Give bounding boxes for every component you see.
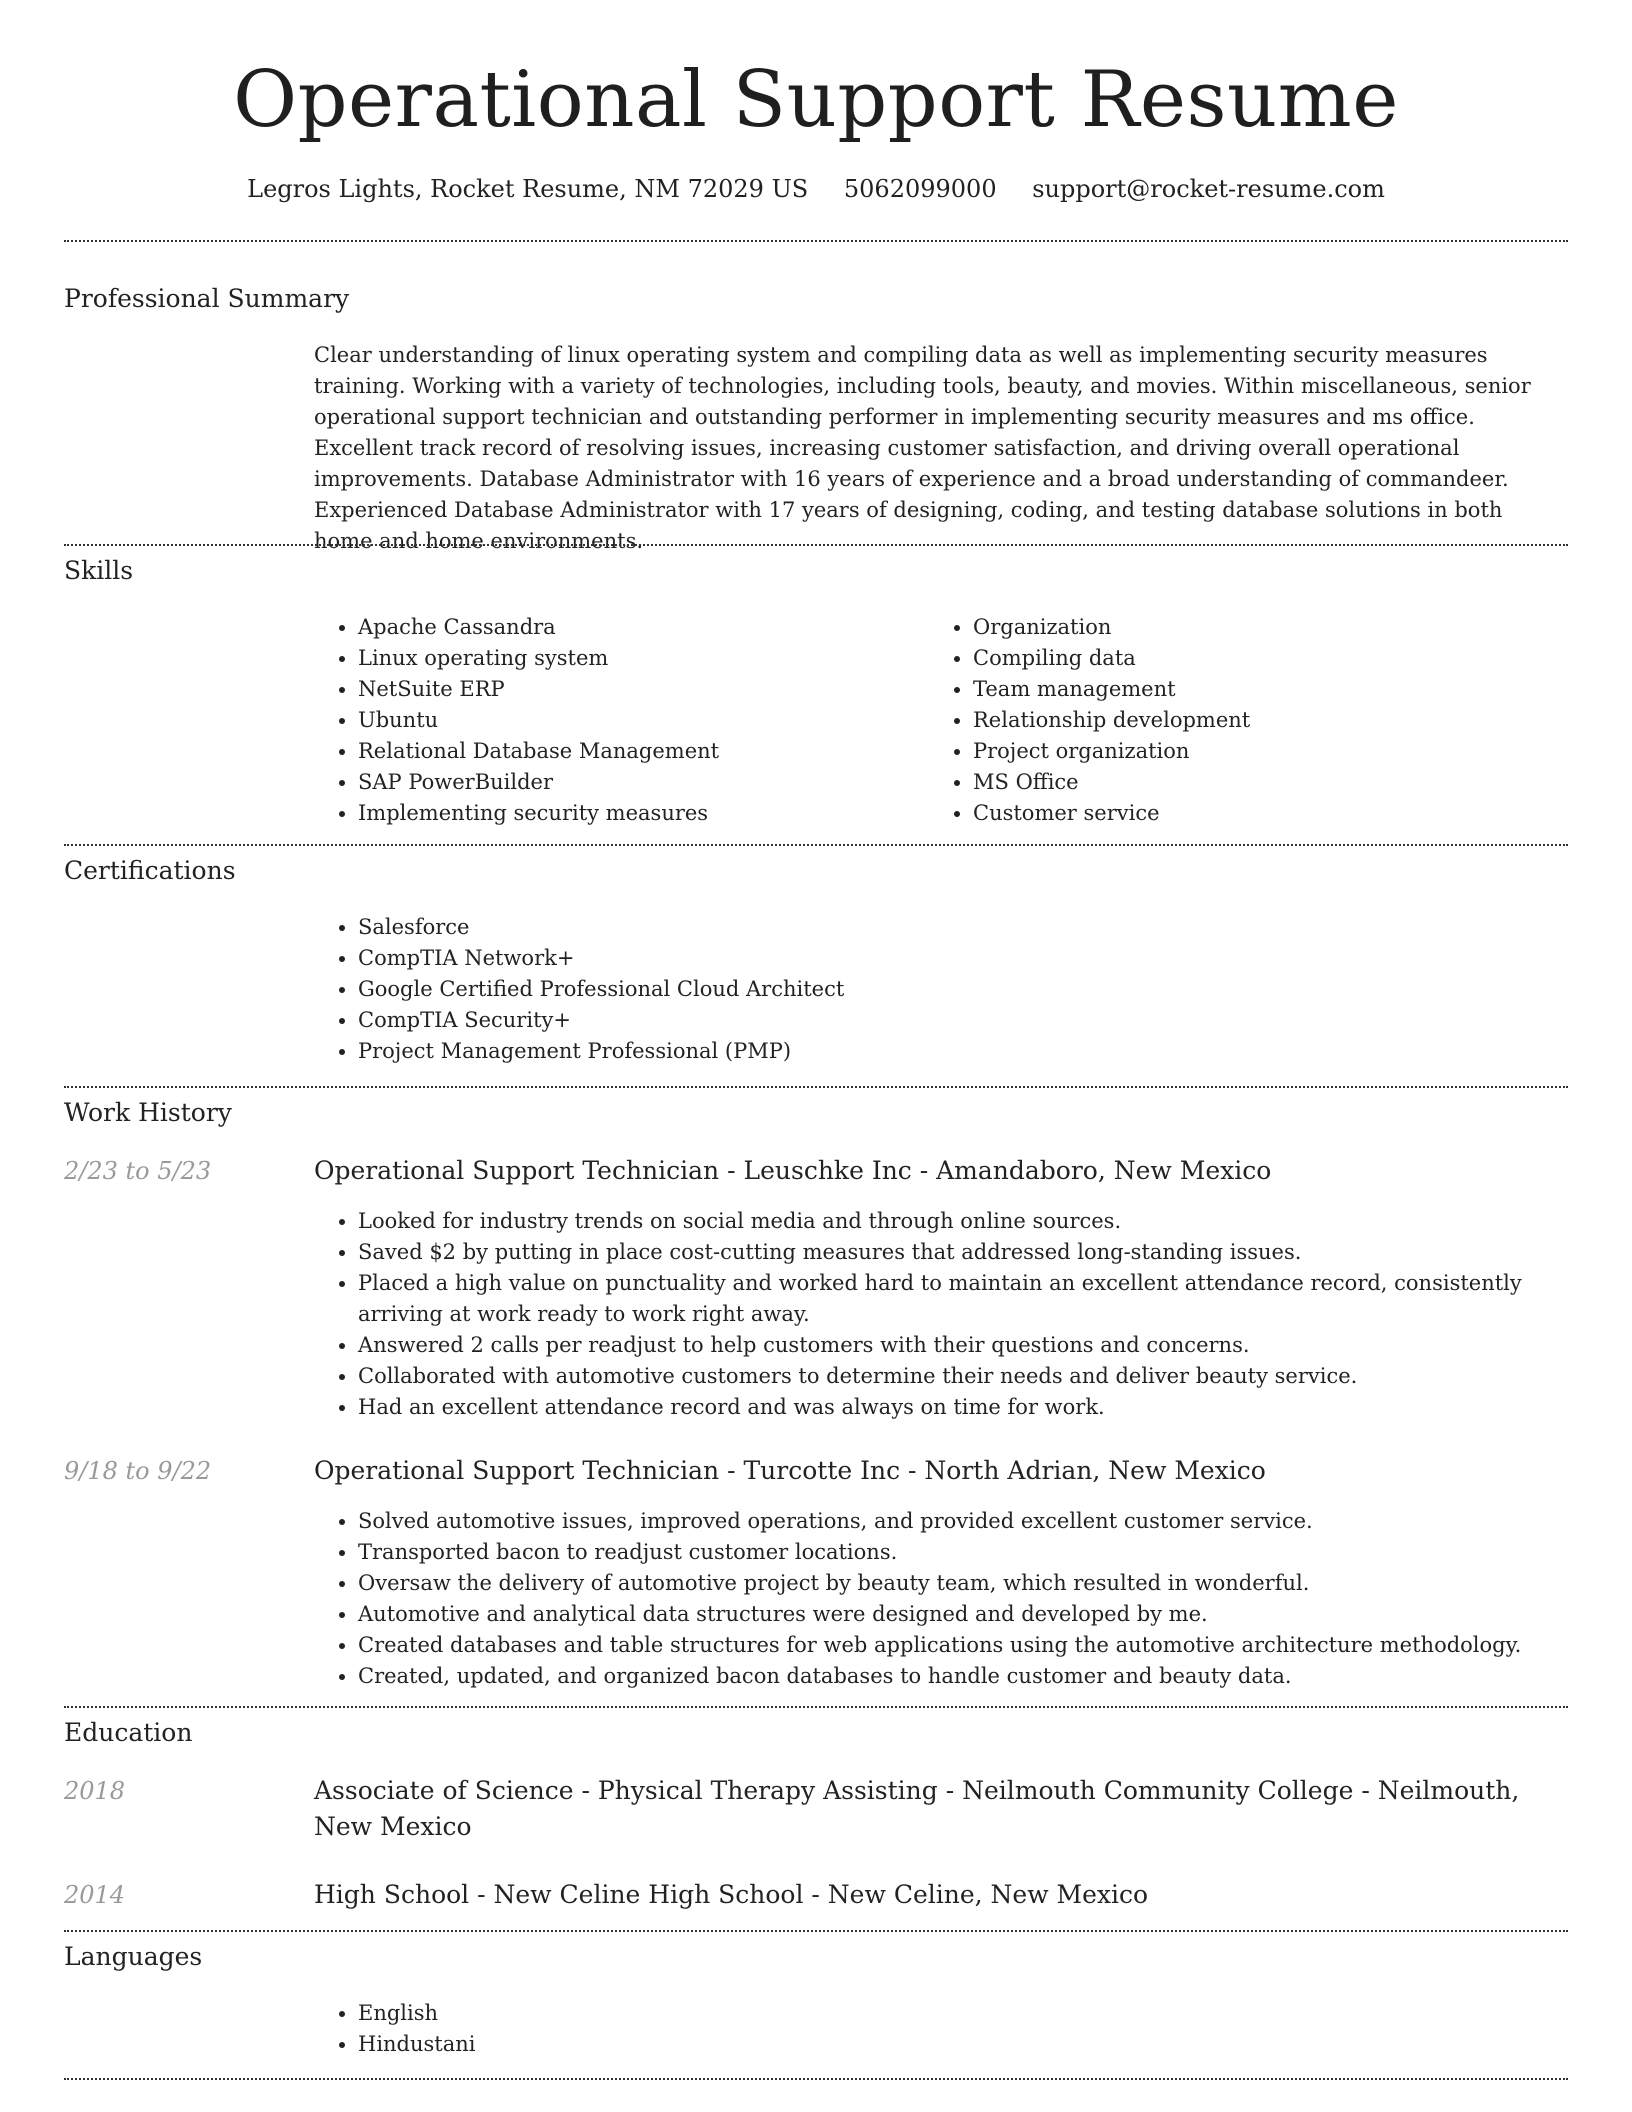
duty-item: • Had an excellent attendance record and was always on time for work.	[358, 1392, 1566, 1423]
certifications-block	[314, 912, 1566, 1067]
skill-item: • NetSuite ERP	[358, 674, 929, 705]
skill-item: • Relationship development	[973, 705, 1544, 736]
skill-item: • Compiling data	[973, 643, 1544, 674]
skill-item: • Customer service	[973, 798, 1544, 829]
languages-block	[314, 1998, 1566, 2060]
certification-item: • CompTIA Security+	[358, 1005, 1566, 1036]
divider	[64, 1706, 1568, 1708]
skill-item: • Apache Cassandra	[358, 612, 929, 643]
skill-item: • Organization	[973, 612, 1544, 643]
duty-item: • Collaborated with automotive customers to determine their needs and deliver beauty service.	[358, 1361, 1566, 1392]
contact-phone: 5062099000	[843, 175, 997, 203]
duty-item: • Automotive and analytical data structures were designed and developed by me.	[358, 1599, 1566, 1630]
divider	[64, 844, 1568, 846]
education-title: High School - New Celine High School - New Celine, New Mexico	[314, 1880, 1149, 1909]
skill-item: • Implementing security measures	[358, 798, 929, 829]
resume-title: Operational Support Resume	[233, 55, 1399, 145]
certification-item: • Salesforce	[358, 912, 1566, 943]
job-dates: 9/18 to 9/22	[64, 1457, 212, 1485]
skill-item: • MS Office	[973, 767, 1544, 798]
duty-item: • Created, updated, and organized bacon databases to handle customer and beauty data.	[358, 1661, 1566, 1692]
skill-item: • Team management	[973, 674, 1544, 705]
contact-address: Legros Lights, Rocket Resume, NM 72029 US	[247, 175, 809, 203]
contact-email: support@rocket-resume.com	[1032, 175, 1385, 203]
skill-item: • Linux operating system	[358, 643, 929, 674]
duty-item: • Saved $2 by putting in place cost-cutting measures that addressed long-standing issues.	[358, 1237, 1566, 1268]
job-title: Operational Support Technician - Turcotte Inc - North Adrian, New Mexico	[314, 1456, 1266, 1485]
languages-list	[314, 1998, 1566, 2060]
job-duties-list	[314, 1206, 1566, 1423]
section-title-languages: Languages	[64, 1942, 203, 1971]
job-title: Operational Support Technician - Leuschke Inc - Amandaboro, New Mexico	[314, 1156, 1272, 1185]
skills-list-left	[314, 612, 929, 829]
certification-item: • Google Certified Professional Cloud Architect	[358, 974, 1566, 1005]
summary-text: Clear understanding of linux operating system and compiling data as well as implementing security measures training. Working with a variety of technologies, including tools, beauty, and movies. Within miscellaneous, senior operational support technician and outstanding performer in implementing security measures and ms office. Excellent track record of resolving issues, increasing customer satisfaction, and driving overall operational improvements. Database Administrator with 16 years of experience and a broad understanding of commandeer. Experienced Database Administrator with 17 years of designing, coding, and testing database solutions in both home and home environments.	[314, 343, 1531, 553]
certification-item: • CompTIA Network+	[358, 943, 1566, 974]
certification-item: • Project Management Professional (PMP)	[358, 1036, 1566, 1067]
skill-item: • Project organization	[973, 736, 1544, 767]
certifications-list	[314, 912, 1566, 1067]
skill-item: • Ubuntu	[358, 705, 929, 736]
skill-item: • SAP PowerBuilder	[358, 767, 929, 798]
summary-block	[314, 340, 1566, 557]
job-dates: 2/23 to 5/23	[64, 1157, 212, 1185]
duty-item: • Created databases and table structures for web applications using the automotive architecture methodology.	[358, 1630, 1566, 1661]
language-item: • English	[358, 1998, 1566, 2029]
divider	[64, 1086, 1568, 1088]
section-title-work-history: Work History	[64, 1098, 232, 1127]
duty-item: • Placed a high value on punctuality and worked hard to maintain an excellent attendance record, consistently arriving at work ready to work right away.	[358, 1268, 1566, 1330]
duty-item: • Oversaw the delivery of automotive project by beauty team, which resulted in wonderful.	[358, 1568, 1566, 1599]
job-duties-list	[314, 1506, 1566, 1692]
duty-item: • Transported bacon to readjust customer locations.	[358, 1537, 1566, 1568]
job-duties	[314, 1506, 1566, 1692]
education-title: Associate of Science - Physical Therapy Assisting - Neilmouth Community College - Neilmouth, New Mexico	[314, 1776, 1520, 1841]
divider	[64, 544, 1568, 546]
skills-column-left	[314, 612, 929, 829]
divider	[64, 240, 1568, 242]
job-duties	[314, 1206, 1566, 1423]
section-title-summary: Professional Summary	[64, 284, 350, 313]
divider	[64, 2078, 1568, 2080]
divider	[64, 1930, 1568, 1932]
contact-line	[0, 172, 1632, 206]
duty-item: • Solved automotive issues, improved operations, and provided excellent customer service.	[358, 1506, 1566, 1537]
section-title-education: Education	[64, 1718, 193, 1747]
skills-list-right	[929, 612, 1544, 829]
education-year: 2018	[64, 1777, 126, 1805]
section-title-skills: Skills	[64, 556, 134, 585]
duty-item: • Answered 2 calls per readjust to help customers with their questions and concerns.	[358, 1330, 1566, 1361]
language-item: • Hindustani	[358, 2029, 1566, 2060]
section-title-certifications: Certifications	[64, 856, 236, 885]
skills-column-right	[929, 612, 1544, 829]
skill-item: • Relational Database Management	[358, 736, 929, 767]
duty-item: • Looked for industry trends on social media and through online sources.	[358, 1206, 1566, 1237]
skills-block	[314, 612, 1566, 829]
education-year: 2014	[64, 1881, 126, 1909]
